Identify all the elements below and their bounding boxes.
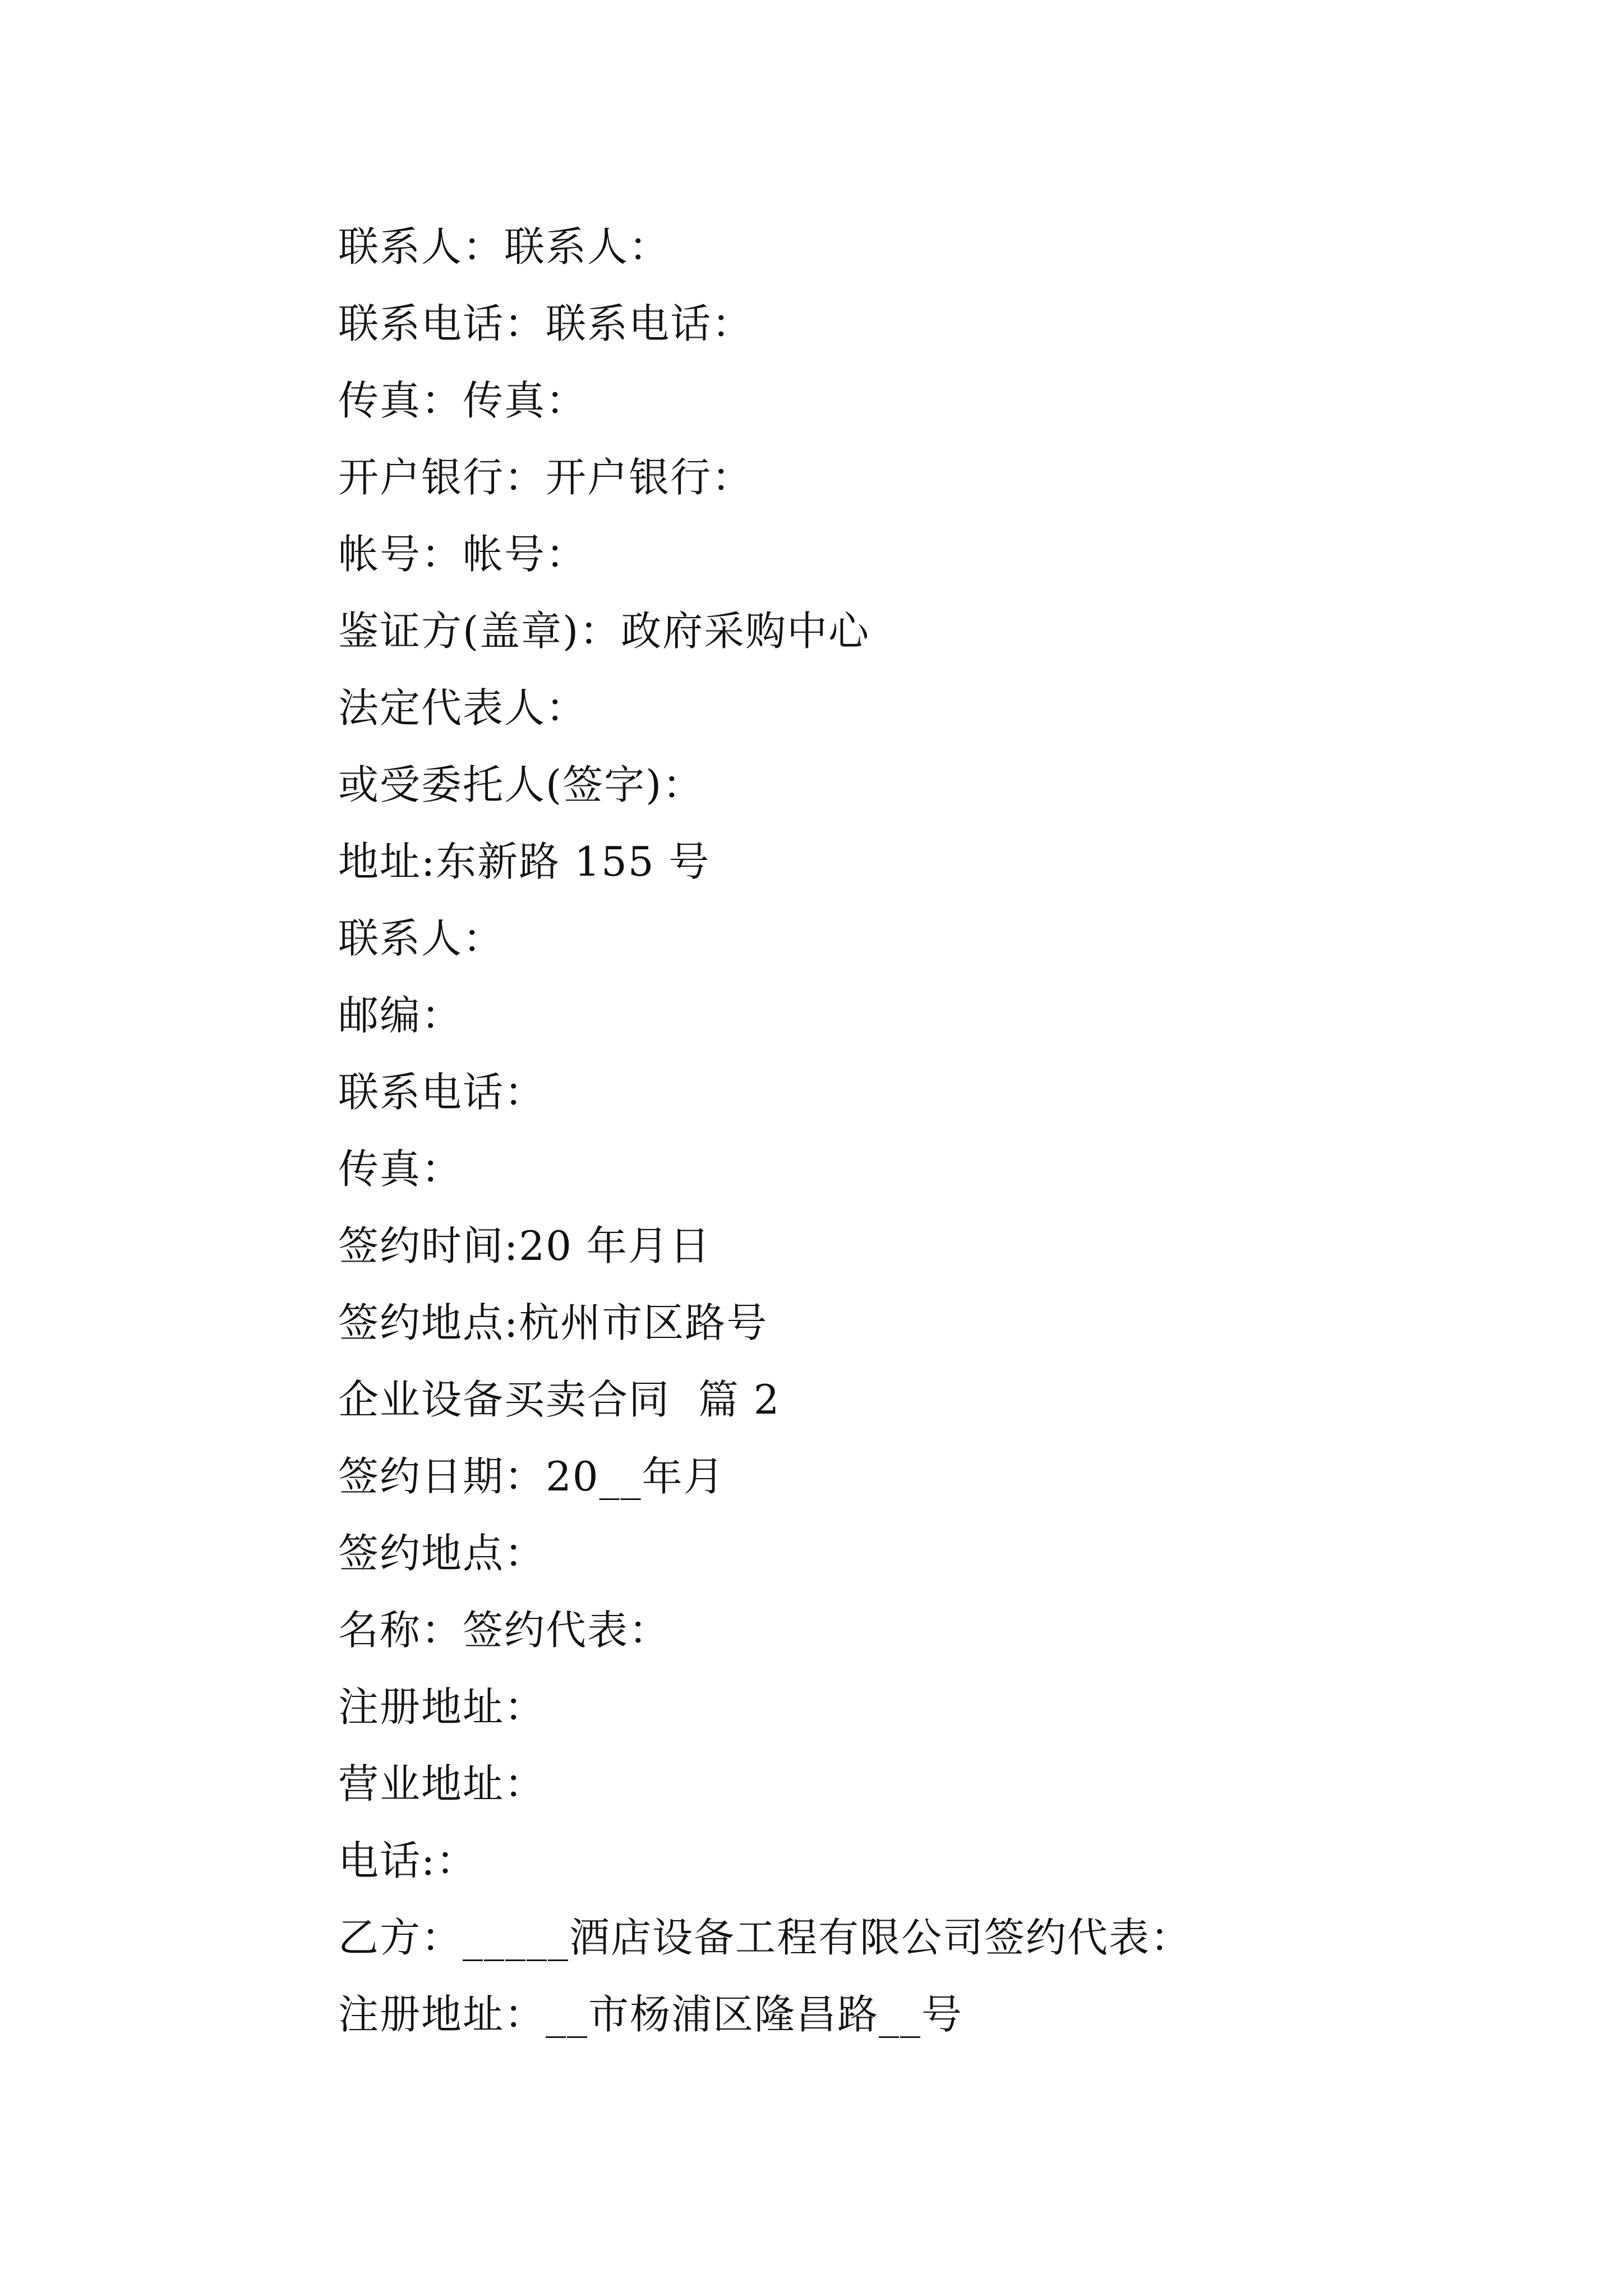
text-line: 联系人：	[338, 915, 505, 962]
text-line: 联系电话：联系电话：	[338, 300, 754, 347]
text-line: 法定代表人：	[338, 684, 588, 731]
text-line: 乙方：_____酒店设备工程有限公司签约代表：	[338, 1914, 1192, 1961]
text-line: 注册地址：	[338, 1683, 546, 1731]
text-line: 传真：	[338, 1145, 463, 1193]
text-line: 名称：签约代表：	[338, 1607, 671, 1654]
section-heading: 企业设备买卖合同 篇 2	[338, 1376, 781, 1423]
text-line: 营业地址：	[338, 1760, 546, 1807]
text-line: 鉴证方(盖章)：政府采购中心	[338, 608, 870, 655]
text-line: 注册地址：__市杨浦区隆昌路__号	[338, 1991, 963, 2038]
text-line: 邮编：	[338, 992, 463, 1039]
text-line: 签约日期：20__年月	[338, 1453, 725, 1500]
text-line: 开户银行：开户银行：	[338, 454, 754, 501]
text-line: 签约地点:杭州市区路号	[338, 1299, 768, 1346]
text-line: 签约地点：	[338, 1530, 546, 1577]
text-line: 帐号：帐号：	[338, 531, 588, 578]
text-line: 联系人：联系人：	[338, 223, 671, 270]
text-line: 电话:：	[338, 1837, 478, 1884]
text-line: 签约时间:20 年月日	[338, 1222, 711, 1269]
text-line: 或受委托人(签字)：	[338, 761, 704, 808]
text-line: 地址:东新路 155 号	[338, 838, 711, 885]
text-line: 传真：传真：	[338, 377, 588, 424]
document-body	[338, 209, 1516, 2053]
text-line: 联系电话：	[338, 1069, 546, 1116]
